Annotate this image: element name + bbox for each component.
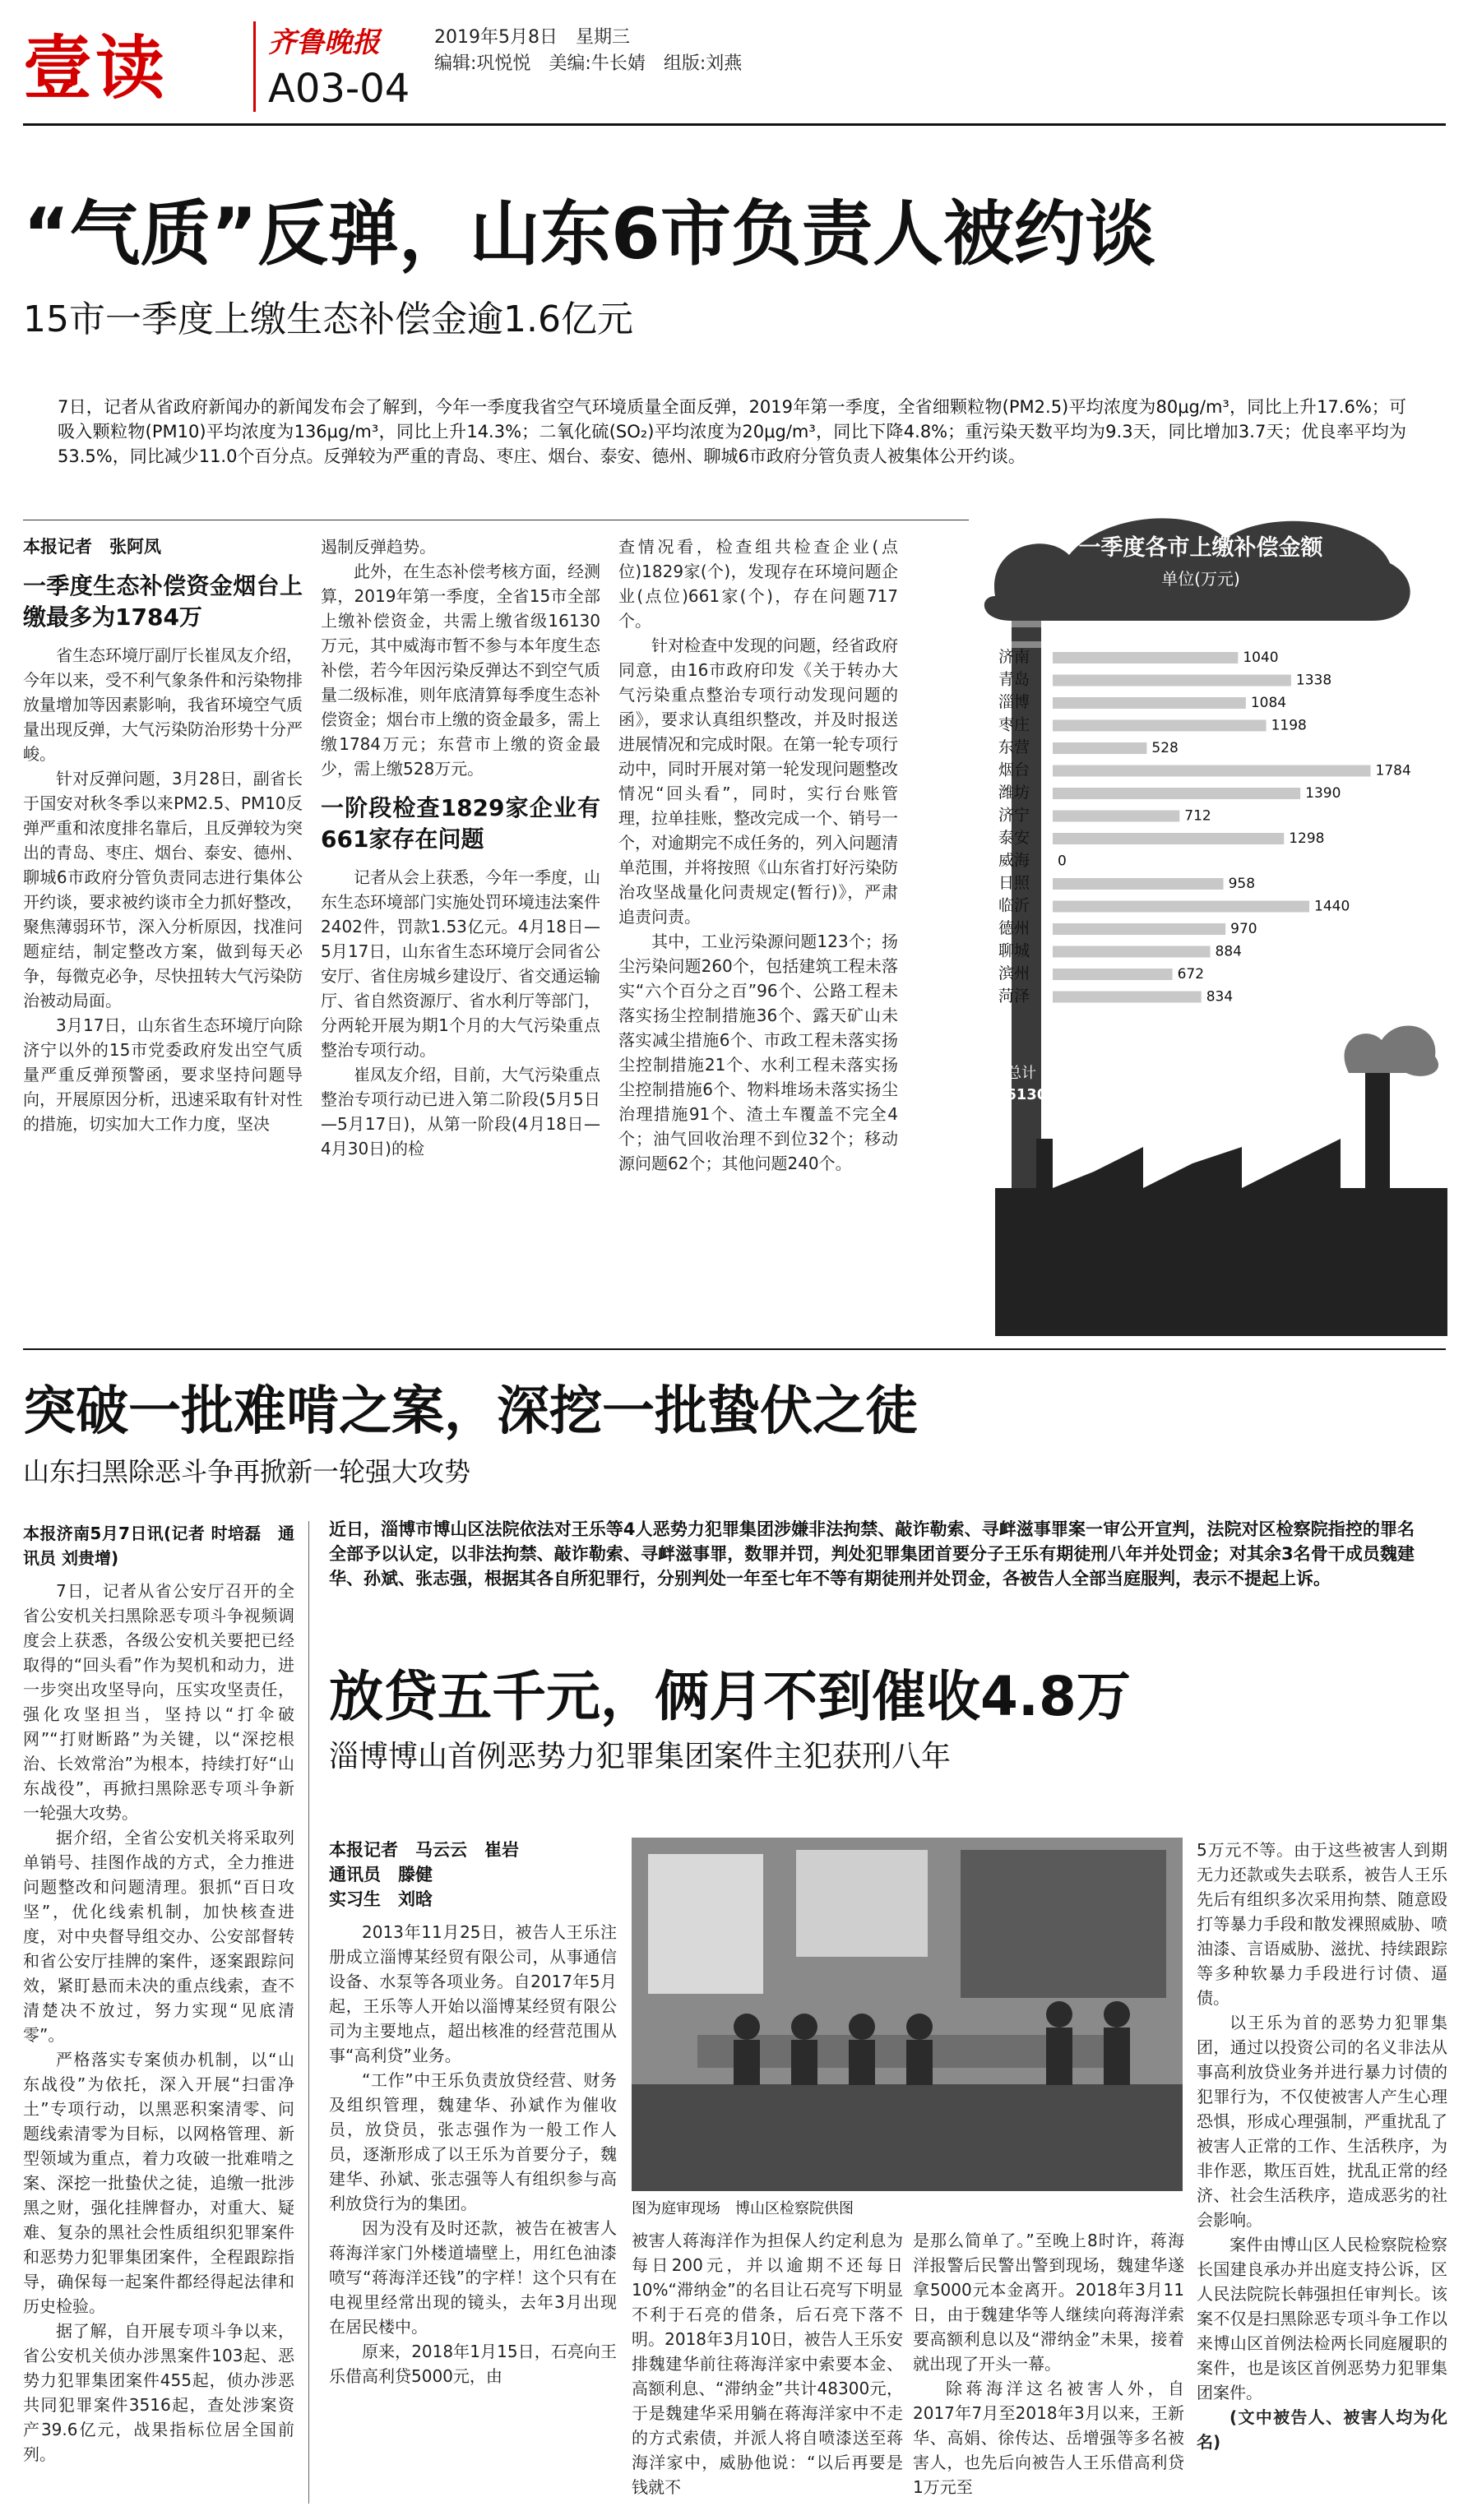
- article1-col1-heading: 一季度生态补偿资金烟台上缴最多为1784万: [23, 572, 303, 631]
- article3-byline: 通讯员 滕健: [329, 1865, 433, 1884]
- article1-subhead: 15市一季度上缴生态补偿金逾1.6亿元: [23, 298, 633, 340]
- courtroom-photo: [632, 1838, 1183, 2191]
- chart-category-label: 淄博: [998, 693, 1030, 711]
- chart-value-label: 528: [1151, 740, 1179, 756]
- chart-bar: [1053, 742, 1146, 754]
- photo-window: [648, 1854, 763, 1994]
- courtroom-photo-svg: [632, 1838, 1183, 2191]
- article2-subhead: 山东扫黑除恶斗争再掀新一轮强大攻势: [23, 1456, 471, 1487]
- paragraph: 据介绍，全省公安机关将采取列单销号、挂图作战的方式，全力推进问题整改和问题清理。狠抓“百日攻坚”，优化线索机制，加快核查进度，对中央督导组交办、公安部督转和省公安厅挂牌的案件，逐案跟踪问效，紧盯悬而未决的重点线索，查不清楚决不放过，努力实现“见底清零”。: [23, 1828, 294, 2045]
- smokestack-band: [1012, 621, 1041, 627]
- chart-category-label: 潍坊: [998, 784, 1030, 802]
- photo-panel: [961, 1850, 1166, 1998]
- article3-subhead: 淄博博山首例恶势力犯罪集团案件主犯获刑八年: [329, 1740, 952, 1773]
- chart-category-label: 聊城: [998, 941, 1030, 960]
- article1-headline: “气质”反弹，山东6市负责人被约谈: [23, 193, 1155, 275]
- article3-column-1: [329, 1838, 617, 2504]
- paragraph: 以王乐为首的恶势力犯罪集团，通过以投资公司的名义非法从事高利放贷业务并进行暴力讨债的犯罪行为，不仅使被害人产生心理恐惧，形成心理强制，严重扰乱了被害人正常的工作、生活秩序，为非作恶，欺压百姓，扰乱正常的经济、社会生活秩序，造成恶劣的社会影响。: [1197, 2013, 1447, 2230]
- issue-date: 2019年5月8日 星期三: [434, 27, 630, 48]
- chart-bar: [1053, 811, 1179, 822]
- article2-body: [23, 1521, 294, 2504]
- chart-category-label: 日照: [998, 874, 1030, 892]
- article3-headline: 放贷五千元，俩月不到催收4.8万: [329, 1665, 1131, 1728]
- article3-byline: 实习生 刘晗: [329, 1889, 433, 1909]
- paragraph: 记者从会上获悉，今年一季度，山东生态环境部门实施处罚环境违法案件2402件，罚款1.53亿元。4月18日—5月17日，山东省生态环境厅会同省公安厅、省住房城乡建设厅、省交通运输厅、省自然资源厅、省水利厅等部门，分两轮开展为期1个月的大气污染重点整治专项行动。: [321, 867, 600, 1060]
- factory-silhouette: [995, 1073, 1447, 1336]
- chart-bar: [1053, 969, 1173, 980]
- article1-byline: 本报记者 张阿凤: [23, 537, 161, 557]
- article1-lead: 7日，记者从省政府新闻办的新闻发布会了解到，今年一季度我省空气环境质量全面反弹，2019年第一季度，全省细颗粒物(PM2.5)平均浓度为80μg/m³，同比上升17.6%；可吸入颗粒物(PM10)平均浓度为136μg/m³，同比上升14.3%；二氧化硫(SO₂)平均浓度为20μg/m³，同比下降4.8%；重污染天数平均为9.3天，同比增加3.7天；优良率平均为53.5%，同比减少11.0个百分点。反弹较为严重的青岛、枣庄、烟台、泰安、德州、聊城6市政府分管负责人被集体公开约谈。: [58, 397, 1406, 466]
- paragraph: 除蒋海洋这名被害人外，自2017年7月至2018年3月以来，王新华、高娟、徐传达、岳增强等多名被害人，也先后向被告人王乐借高利贷1万元至: [913, 2379, 1184, 2497]
- paragraph: 案件由博山区人民检察院检察长国建良承办并出庭支持公诉，区人民法院院长韩强担任审判长。该案不仅是扫黑除恶专项斗争工作以来博山区首例法检两长同庭履职的案件，也是该区首例恶势力犯罪集团案件。: [1197, 2235, 1447, 2402]
- paragraph: 3月17日，山东省生态环境厅向除济宁以外的15市党委政府发出空气质量严重反弹预警函，要求坚持问题导向，开展原因分析，迅速采取有针对性的措施，切实加大工作力度，坚决: [23, 1015, 303, 1134]
- paragraph: 5万元不等。由于这些被害人到期无力还款或失去联系，被告人王乐先后有组织多次采用拘禁、随意殴打等暴力手段和散发裸照威胁、喷油漆、言语威胁、滋扰、持续跟踪等多种软暴力手段进行讨债、逼债。: [1197, 1840, 1447, 2008]
- chart-category-label: 菏泽: [998, 987, 1030, 1006]
- editor-credits: 编辑:巩悦悦 美编:牛长婧 组版:刘燕: [434, 53, 743, 74]
- chart-value-label: 1040: [1243, 650, 1279, 666]
- chart-bars: [998, 648, 1411, 1006]
- chart-value-label: 1784: [1375, 762, 1411, 779]
- article1-column-2: [321, 534, 600, 1340]
- page-number: A03-04: [268, 66, 410, 112]
- smokestack-band: [1012, 641, 1041, 648]
- article1-column-1: [23, 534, 303, 1340]
- paragraph: 其中，工业污染源问题123个；扬尘污染问题260个，包括建筑工程未落实“六个百分之百”96个、公路工程未落实扬尘控制措施36个、露天矿山未落实减尘措施6个、市政工程未落实扬尘控制措施21个、水利工程未落实扬尘控制措施6个、物料堆场未落实扬尘治理措施91个、渣土车覆盖不完全4个；油气回收治理不到位32个；移动源问题62个；其他问题240个。: [618, 932, 898, 1173]
- chart-category-label: 青岛: [998, 670, 1030, 689]
- chart-value-label: 970: [1230, 921, 1257, 937]
- chart-value-label: 672: [1177, 966, 1205, 983]
- paragraph: 据了解，自开展专项斗争以来，省公安机关侦办涉黑案件103起、恶势力犯罪集团案件455起，侦办涉恶共同犯罪案件3516起，查处涉案资产39.6亿元，战果指标位居全国前列。: [23, 2321, 294, 2464]
- photo-caption: 图为庭审现场 博山区检察院供图: [632, 2200, 854, 2217]
- article3-column-4: [1197, 1838, 1447, 2504]
- article2-headline: 突破一批难啃之案，深挖一批蛰伏之徒: [23, 1381, 918, 1442]
- paragraph: “工作”中王乐负责放贷经营、财务及组织管理，魏建华、孙斌作为催收员，放贷员，张志强作为一般工作人员，逐渐形成了以王乐为首要分子，魏建华、孙斌、张志强等人有组织参与高利放贷行为的集团。: [329, 2070, 617, 2213]
- chart-category-label: 济宁: [998, 806, 1030, 825]
- photo-floor: [632, 2084, 1183, 2191]
- chart-value-label: 1390: [1305, 785, 1341, 802]
- paragraph: 省生态环境厅副厅长崔凤友介绍，今年以来，受不利气象条件和污染物排放量增加等因素影响，我省环境空气质量出现反弹，大气污染防治形势十分严峻。: [23, 645, 303, 764]
- paragraph: 针对反弹问题，3月28日，副省长于国安对秋冬季以来PM2.5、PM10反弹严重和浓度排名靠后，且反弹较为突出的青岛、枣庄、烟台、泰安、德州、聊城6市政府分管负责同志进行集体公开约谈，要求被约谈市全力抓好整改，聚焦薄弱环节，深入分析原因，找准问题症结，制定整改方案，做到每天必争，每微克必争，尽快扭转大气污染防治被动局面。: [23, 769, 303, 1010]
- factory-smoke: [1345, 1026, 1439, 1076]
- masthead: [23, 8, 1446, 123]
- chart-bar: [1053, 788, 1300, 799]
- paragraph: 2013年11月25日，被告人王乐注册成立淄博某经贸有限公司，从事通信设备、水泵等各项业务。自2017年5月起，王乐等人开始以淄博某经贸有限公司为主要地点，超出核准的经营范围从事“高利贷”业务。: [329, 1922, 617, 2065]
- compensation-chart-svg: [979, 497, 1447, 1336]
- chart-value-label: 1440: [1314, 898, 1350, 915]
- article1-column-3: [618, 534, 898, 1340]
- chart-bar: [1053, 697, 1246, 709]
- chart-bar: [1053, 765, 1371, 777]
- paragraph: 崔凤友介绍，目前，大气污染重点整治专项行动已进入第二阶段(5月5日—5月17日)，从第一阶段(4月18日—4月30日)的检: [321, 1065, 600, 1158]
- chart-category-label: 东营: [998, 738, 1030, 756]
- chart-bar: [1053, 878, 1224, 890]
- masthead-rule: [23, 123, 1446, 126]
- chart-bar: [1053, 720, 1267, 732]
- chart-total-value: 16130: [995, 1086, 1048, 1103]
- chart-category-label: 德州: [998, 919, 1030, 937]
- chart-category-label: 烟台: [998, 761, 1030, 779]
- brand-title: 壹读: [23, 28, 169, 109]
- paragraph: 查情况看，检查组共检查企业(点位)1829家(个)，发现存在环境问题企业(点位)661家(个)，存在问题717个。: [618, 537, 898, 631]
- compensation-chart: [979, 497, 1447, 1336]
- chart-category-label: 威海: [998, 851, 1030, 870]
- chart-value-label: 1298: [1289, 830, 1325, 847]
- chart-value-label: 1198: [1271, 717, 1307, 734]
- paragraph: 遏制反弹趋势。: [321, 537, 436, 557]
- article3-footnote: (文中被告人、被害人均为化名): [1197, 2407, 1447, 2452]
- chart-bar: [1053, 652, 1238, 664]
- chart-category-label: 枣庄: [998, 715, 1030, 734]
- chart-bar: [1053, 923, 1225, 935]
- chart-bar: [1053, 946, 1211, 958]
- paragraph: 严格落实专案侦办机制，以“山东战役”为依托，深入开展“扫雷净土”专项行动，以黑恶积案清零、问题线索清零为目标，以网格管理、新型领域为重点，着力攻破一批难啃之案、深挖一批蛰伏之徒，追缴一批涉黑之财，强化挂牌督办，对重大、疑难、复杂的黑社会性质组织犯罪案件和恶势力犯罪集团案件，全程跟踪指导，确保每一起案件都经得起法律和历史检验。: [23, 2050, 294, 2316]
- chart-category-label: 临沂: [998, 896, 1030, 915]
- article3-column-3: [913, 2228, 1184, 2504]
- article3-byline: 本报记者 马云云 崔岩: [329, 1840, 519, 1860]
- masthead-divider: [253, 21, 256, 112]
- section-rule: [23, 1348, 1446, 1350]
- chart-unit: 单位(万元): [1161, 569, 1240, 589]
- chart-value-label: 1084: [1250, 695, 1287, 711]
- column-divider: [308, 1521, 309, 2504]
- chart-category-label: 滨州: [998, 964, 1030, 983]
- photo-window: [796, 1850, 928, 1957]
- chart-bar: [1053, 675, 1291, 687]
- paragraph: 原来，2018年1月15日，石亮向王乐借高利贷5000元，由: [329, 2342, 617, 2386]
- article3-lead: 近日，淄博市博山区法院依法对王乐等4人恶势力犯罪集团涉嫌非法拘禁、敲诈勒索、寻衅滋事罪案一审公开宣判，法院对区检察院指控的罪名全部予以认定，以非法拘禁、敲诈勒索、寻衅滋事罪，数罪并罚，判处犯罪集团首要分子王乐有期徒刑八年并处罚金；对其余3名骨干成员魏建华、孙斌、张志强，根据其各自所犯罪行，分别判处一年至七年不等有期徒刑并处罚金，各被告人全部当庭服判，表示不提起上诉。: [329, 1519, 1415, 1588]
- chart-category-label: 泰安: [998, 829, 1030, 847]
- chart-value-label: 884: [1215, 943, 1242, 960]
- paragraph: 此外，在生态补偿考核方面，经测算，2019年第一季度，全省15市全部上缴补偿资金，共需上缴省级16130万元，其中威海市暂不参与本年度生态补偿，若今年因污染反弹达不到空气质量二级标准，则年底清算每季度生态补偿资金；烟台市上缴的资金最多，需上缴1784万元；东营市上缴的资金最少，需上缴528万元。: [321, 562, 600, 779]
- chart-title: 一季度各市上缴补偿金额: [1078, 535, 1323, 561]
- chart-bar: [1053, 901, 1309, 913]
- paragraph: 被害人蒋海洋作为担保人约定利息为每日200元，并以逾期不还每日10%“滞纳金”的名目让石亮写下明显不利于石亮的借条，后石亮下落不明。2018年3月10日，被告人王乐安排魏建华前往蒋海洋家中索要本金、高额利息、“滞纳金”共计48300元，于是魏建华采用躺在蒋海洋家中不走的方式索债，并派人将自喷漆送至蒋海洋家中，威胁他说：“以后再要是钱就不: [632, 2231, 903, 2497]
- chart-value-label: 834: [1206, 988, 1234, 1006]
- article2-dateline: 本报济南5月7日讯(记者 时培磊 通讯员 刘贵增): [23, 1524, 294, 1568]
- chart-category-label: 济南: [998, 648, 1030, 666]
- chart-bar: [1053, 992, 1202, 1003]
- paragraph: 因为没有及时还款，被告在被害人蒋海洋家门外楼道墙壁上，用红色油漆喷写“蒋海洋还钱”的字样！这个只有在电视里经常出现的镜头，去年3月出现在居民楼中。: [329, 2218, 617, 2337]
- chart-total-label: 总计: [1007, 1065, 1036, 1082]
- article3-column-2: [632, 2228, 903, 2504]
- chart-value-label: 958: [1228, 876, 1256, 892]
- article1-col2-heading: 一阶段检查1829家企业有661家存在问题: [321, 794, 600, 853]
- paper-logo: 齐鲁晚报: [268, 26, 380, 59]
- chart-value-label: 712: [1184, 807, 1211, 825]
- paragraph: 针对检查中发现的问题，经省政府同意，由16市政府印发《关于转办大气污染重点整治专项行动发现问题的函》，要求认真组织整改，并及时报送进展情况和完成时限。在第一轮专项行动中，同时开展对第一轮发现问题整改情况“回头看”，同时，实行台账管理，拉单挂账，整改完成一个、销号一个，对逾期完不成任务的，列入问题清单范围，并将按照《山东省打好污染防治攻坚战量化问责规定(暂行)》，严肃追责问责。: [618, 636, 898, 927]
- chart-value-label: 0: [1058, 853, 1067, 870]
- paragraph: 是那么简单了。”至晚上8时许，蒋海洋报警后民警出警到现场，魏建华遂拿5000元本金离开。2018年3月11日，由于魏建华等人继续向蒋海洋索要高额利息以及“滞纳金”未果，接着就出现了开头一幕。: [913, 2231, 1184, 2374]
- paragraph: 7日，记者从省公安厅召开的全省公安机关扫黑除恶专项斗争视频调度会上获悉，各级公安机关要把已经取得的“回头看”作为契机和动力，进一步突出攻坚导向，压实攻坚责任，强化攻坚担当，坚持以“打伞破网”“打财断路”为关键，以“深挖根治、长效常治”为根本，持续打好“山东战役”，再掀扫黑除恶专项斗争新一轮强大攻势。: [23, 1581, 294, 1823]
- chart-value-label: 1338: [1295, 672, 1332, 689]
- chart-bar: [1053, 833, 1284, 844]
